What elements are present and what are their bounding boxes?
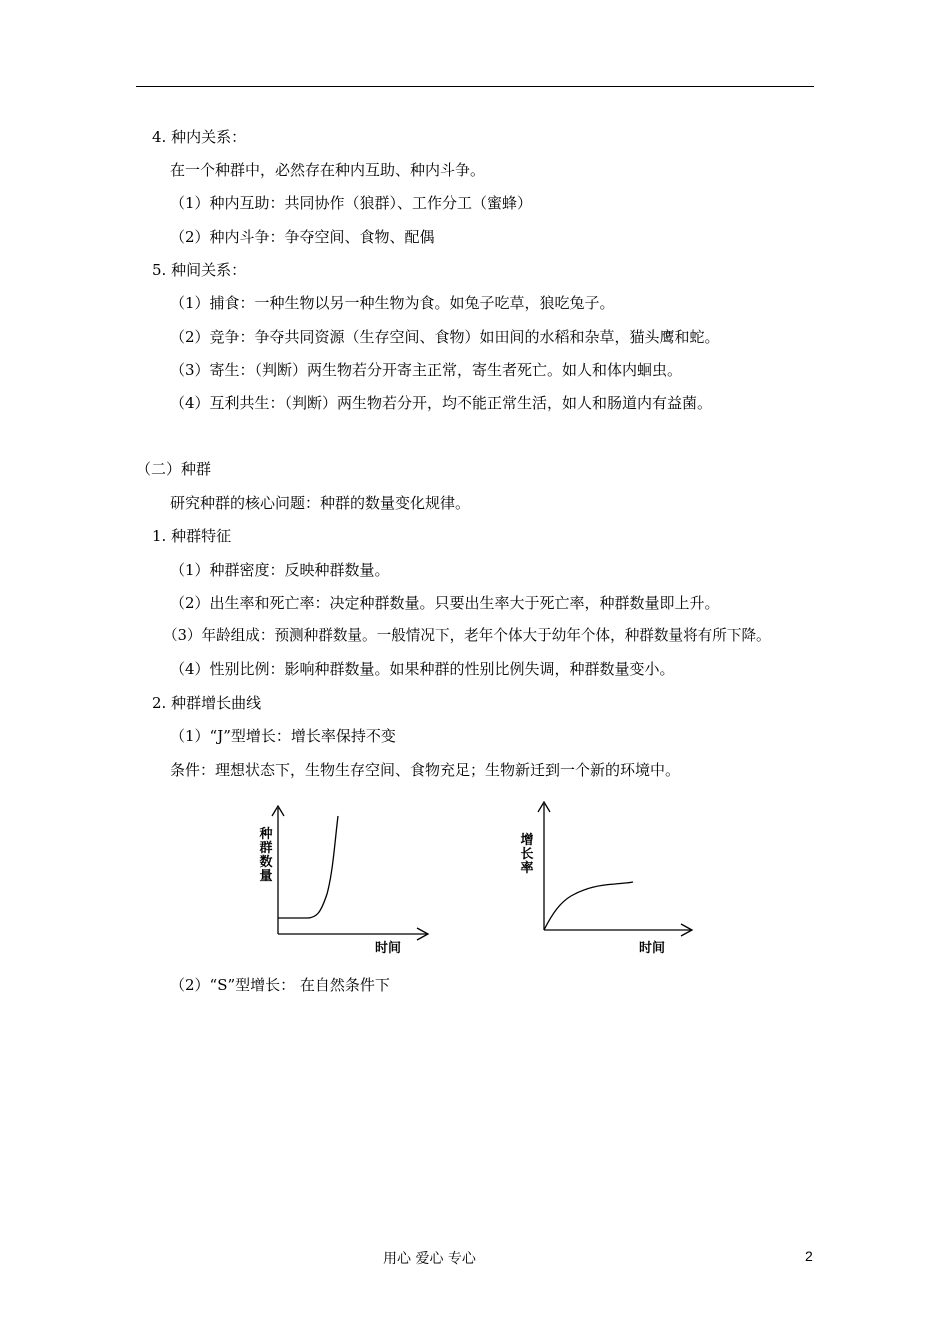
header-rule bbox=[136, 86, 814, 87]
j-curve-line bbox=[278, 816, 338, 918]
text-line: （2）“S”型增长： 在自然条件下 bbox=[170, 976, 390, 994]
text-line: （4）互利共生：（判断）两生物若分开，均不能正常生活，如人和肠道内有益菌。 bbox=[170, 394, 713, 412]
page-number: 2 bbox=[805, 1248, 813, 1264]
section-heading-population: （二）种群 bbox=[136, 460, 212, 478]
text-line: （1）“J”型增长：增长率保持不变 bbox=[170, 727, 396, 745]
growth-rate-figure bbox=[515, 800, 695, 960]
footer-motto: 用心 爱心 专心 bbox=[383, 1251, 476, 1267]
text-line: （1）捕食：一种生物以另一种生物为食。如兔子吃草，狼吃兔子。 bbox=[170, 294, 615, 312]
text-line: （3）寄生：（判断）两生物若分开寄主正常，寄生者死亡。如人和体内蛔虫。 bbox=[170, 361, 683, 379]
text-line: 研究种群的核心问题：种群的数量变化规律。 bbox=[170, 494, 471, 512]
heading-intraspecific: 4. 种内关系： bbox=[152, 128, 247, 146]
text-line: 在一个种群中，必然存在种内互助、种内斗争。 bbox=[170, 161, 486, 179]
text-line: 条件：理想状态下，生物生存空间、食物充足；生物新迁到一个新的环境中。 bbox=[170, 761, 681, 779]
growth-rate-plot bbox=[515, 800, 695, 960]
y-axis-label: 增长率 bbox=[520, 833, 534, 876]
j-curve-plot bbox=[255, 800, 435, 960]
y-axis-label: 种群数量 bbox=[259, 827, 273, 884]
growth-rate-line bbox=[544, 882, 633, 930]
text-line: （2）种内斗争：争夺空间、食物、配偶 bbox=[170, 228, 435, 246]
text-line: （1）种内互助：共同协作（狼群）、工作分工（蜜蜂） bbox=[170, 194, 533, 212]
text-line: （2）竞争：争夺共同资源（生存空间、食物）如田间的水稻和杂草，猫头鹰和蛇。 bbox=[170, 328, 720, 346]
heading-population-traits: 1. 种群特征 bbox=[152, 527, 232, 545]
text-line: （1）种群密度：反映种群数量。 bbox=[170, 561, 390, 579]
text-line: （2）出生率和死亡率：决定种群数量。只要出生率大于死亡率，种群数量即上升。 bbox=[170, 594, 720, 612]
x-axis-label: 时间 bbox=[375, 941, 402, 956]
text-line: （4）性别比例：影响种群数量。如果种群的性别比例失调，种群数量变小。 bbox=[170, 660, 675, 678]
x-axis-label: 时间 bbox=[639, 941, 666, 956]
heading-growth-curve: 2. 种群增长曲线 bbox=[152, 694, 262, 712]
heading-interspecific: 5. 种间关系： bbox=[152, 261, 247, 279]
text-line: （3）年龄组成：预测种群数量。一般情况下，老年个体大于幼年个体，种群数量将有所下降。 bbox=[163, 627, 771, 644]
j-curve-figure bbox=[255, 800, 435, 960]
